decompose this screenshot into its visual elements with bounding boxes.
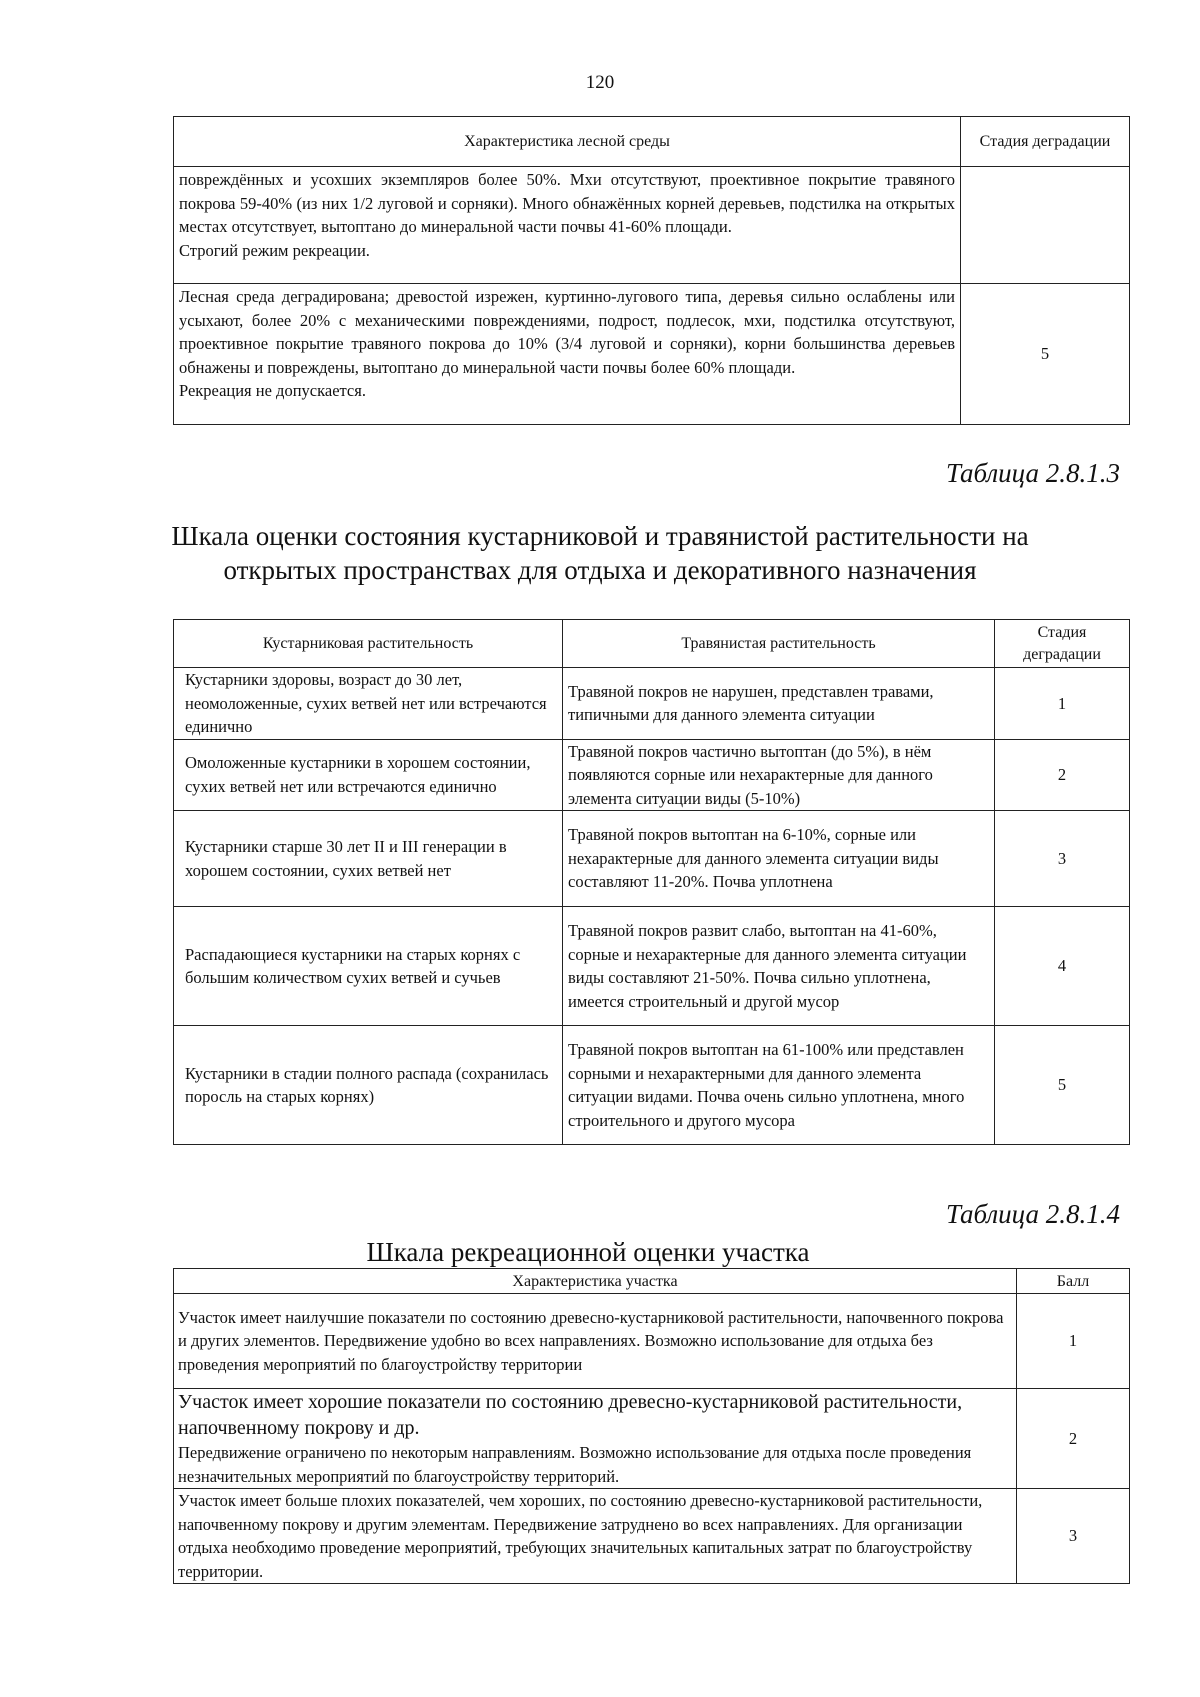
grass-cell: Травяной покров вытоптан на 6-10%, сорные или нехарактерные для данного элемента ситуации виды составляют 11-20%. Почва уплотнена bbox=[563, 811, 995, 907]
row-stage bbox=[961, 167, 1130, 284]
stage-cell: 4 bbox=[995, 907, 1130, 1026]
grass-cell: Травяной покров вытоптан на 61-100% или представлен сорными и нехарактерными для данного элемента ситуации видами. Почва очень сильно уплотнена, много строительного и другого мусора bbox=[563, 1026, 995, 1145]
shrub-grass-degradation-table bbox=[173, 619, 1130, 1145]
shrub-cell: Кустарники старше 30 лет II и III генерации в хорошем состоянии, сухих ветвей нет bbox=[174, 811, 563, 907]
table-row bbox=[174, 284, 1130, 425]
header-shrub: Кустарниковая растительность bbox=[174, 620, 563, 668]
table-title-line1: Шкала оценки состояния кустарниковой и травянистой растительности на bbox=[171, 521, 1029, 551]
grass-cell: Травяной покров частично вытоптан (до 5%), в нём появляются сорные или нехарактерные для данного элемента ситуации виды (5-10%) bbox=[563, 739, 995, 811]
row-note: Рекреация не допускается. bbox=[179, 381, 366, 400]
row-text-cell bbox=[174, 284, 961, 425]
table-header-row bbox=[174, 1269, 1130, 1294]
table-caption-2-8-1-4: Таблица 2.8.1.4 bbox=[945, 1199, 1120, 1229]
characteristic-cell bbox=[174, 1389, 1017, 1489]
header-stage: Стадия деградации bbox=[995, 620, 1130, 668]
forest-degradation-table bbox=[173, 116, 1130, 425]
stage-cell: 3 bbox=[995, 811, 1130, 907]
row-note: Строгий режим рекреации. bbox=[179, 240, 370, 260]
characteristic-cell: Участок имеет наилучшие показатели по состоянию древесно-кустарниковой растительности, напочвенного покрова и других элементов. Передвижение удобно во всех направлениях. Возможно использование для отдыха без проведения мероприятий по благоустройству территории bbox=[174, 1294, 1017, 1389]
stage-cell: 1 bbox=[995, 668, 1130, 740]
page-number: 120 bbox=[585, 72, 615, 93]
table-row bbox=[174, 811, 1130, 907]
table-header-row bbox=[174, 117, 1130, 167]
table-row bbox=[174, 1389, 1130, 1489]
table-title: Шкала рекреационной оценки участка bbox=[366, 1237, 810, 1267]
header-stage: Стадия деградации bbox=[961, 117, 1130, 167]
row-text-cell bbox=[174, 167, 961, 284]
row-stage: 5 bbox=[961, 284, 1130, 425]
table-row bbox=[174, 1489, 1130, 1584]
score-cell: 3 bbox=[1017, 1489, 1130, 1584]
score-cell: 1 bbox=[1017, 1294, 1130, 1389]
shrub-cell: Кустарники в стадии полного распада (сохранилась поросль на старых корнях) bbox=[174, 1026, 563, 1145]
table-caption-2-8-1-3: Таблица 2.8.1.3 bbox=[945, 458, 1120, 488]
header-grass: Травянистая растительность bbox=[563, 620, 995, 668]
stage-cell: 5 bbox=[995, 1026, 1130, 1145]
grass-cell: Травяной покров не нарушен, представлен травами, типичными для данного элемента ситуации bbox=[563, 668, 995, 740]
row-text: Лесная среда деградирована; древостой изрежен, куртинно-лугового типа, деревья сильно ослаблены или усыхают, более 20% с механическими повреждениями, подрост, подлесок, мхи, подстилка отсутствуют, проективное покрытие травяного покрова до 10% (3/4 луговой и сорняки), корни большинства деревьев обнажены и повреждены, вытоптано до минеральной части почвы более 60% площади. bbox=[179, 287, 955, 377]
table-row bbox=[174, 668, 1130, 740]
table-row bbox=[174, 167, 1130, 284]
shrub-cell: Распадающиеся кустарники на старых корнях с большим количеством сухих ветвей и сучьев bbox=[174, 907, 563, 1026]
shrub-cell: Омоложенные кустарники в хорошем состоянии, сухих ветвей нет или встречаются единично bbox=[174, 739, 563, 811]
header-characteristic: Характеристика участка bbox=[174, 1269, 1017, 1294]
score-cell: 2 bbox=[1017, 1389, 1130, 1489]
table-row bbox=[174, 1294, 1130, 1389]
table-header-row bbox=[174, 620, 1130, 668]
characteristic-cell: Участок имеет больше плохих показателей, чем хороших, по состоянию древесно-кустарниковой растительности, напочвенному покрову и другим элементам. Передвижение затруднено во всех направлениях. Для организации отдыха необходимо проведение мероприятий, требующих значительных капитальных затрат по благоустройству территории. bbox=[174, 1489, 1017, 1584]
table-title-line2: открытых пространствах для отдыха и декоративного назначения bbox=[223, 555, 977, 585]
header-score: Балл bbox=[1017, 1269, 1130, 1294]
characteristic-text: Передвижение ограничено по некоторым направлениям. Возможно использование для отдыха после проведения незначительных мероприятий по благоустройству территорий. bbox=[178, 1443, 972, 1486]
stage-cell: 2 bbox=[995, 739, 1130, 811]
header-characteristic: Характеристика лесной среды bbox=[174, 117, 961, 167]
table-row bbox=[174, 739, 1130, 811]
table-row bbox=[174, 1026, 1130, 1145]
row-text: повреждённых и усохших экземпляров более 50%. Мхи отсутствуют, проективное покрытие травяного покрова 59-40% (из них 1/2 луговой и сорняки). Много обнажённых корней деревьев, подстилка на открытых местах отсутствует, вытоптано до минеральной части почвы 41-60% площади. bbox=[179, 170, 955, 236]
shrub-cell: Кустарники здоровы, возраст до 30 лет, неомоложенные, сухих ветвей нет или встречаются единично bbox=[174, 668, 563, 740]
table-row bbox=[174, 907, 1130, 1026]
grass-cell: Травяной покров развит слабо, вытоптан на 41-60%, сорные и нехарактерные для данного элемента ситуации виды составляют 21-50%. Почва сильно уплотнена, имеется строительный и другой мусор bbox=[563, 907, 995, 1026]
characteristic-lead-text: Участок имеет хорошие показатели по состоянию древесно-кустарниковой растительности, напочвенному покрову и др. bbox=[178, 1391, 963, 1439]
recreation-score-table bbox=[173, 1268, 1130, 1584]
